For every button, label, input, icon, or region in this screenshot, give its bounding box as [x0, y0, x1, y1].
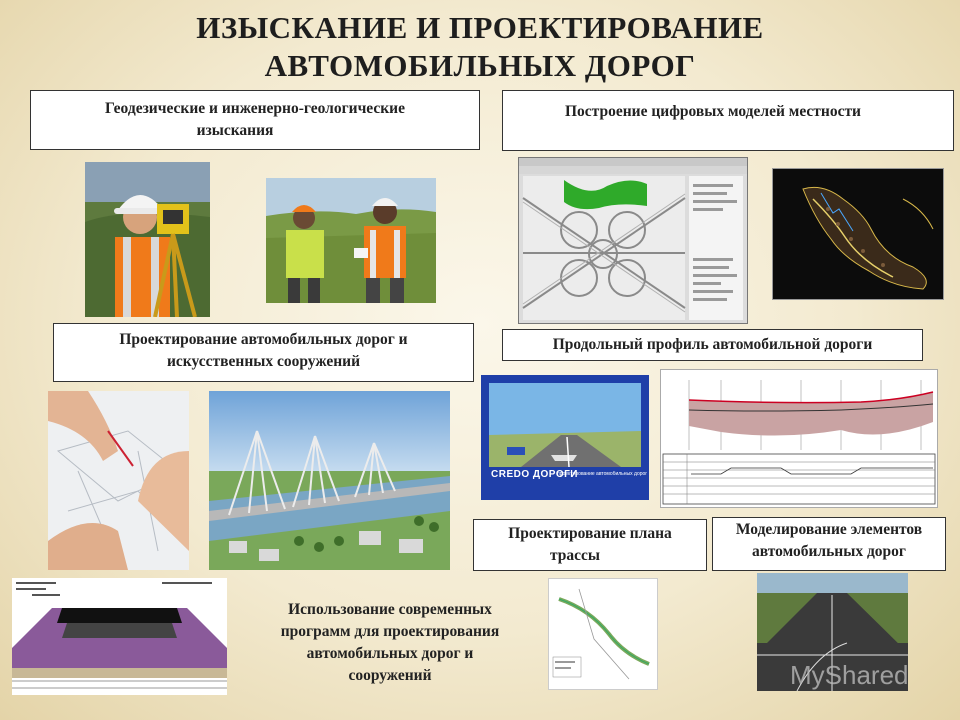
box-plan-line1: Проектирование плана — [508, 525, 672, 542]
box-route-plan — [473, 519, 707, 571]
box-plan-line2: трассы — [549, 547, 601, 564]
credo-label: CREDO ДОРОГИ — [491, 469, 578, 480]
caption-software-line1: Использование современных — [288, 601, 492, 618]
route-plan-drawing — [548, 578, 658, 690]
credo-subtitle: проектирование автомобильных дорог — [557, 471, 647, 477]
box-road-modelling — [712, 517, 946, 571]
caption-software — [240, 599, 540, 687]
box-road-design — [53, 323, 474, 382]
longitudinal-profile-drawing — [660, 369, 938, 508]
cad-interchange-screenshot — [518, 157, 748, 324]
box-model-line1: Моделирование элементов — [735, 521, 923, 538]
bridge-rendering — [209, 391, 450, 570]
box-dtm — [502, 90, 954, 151]
box-survey — [30, 90, 480, 150]
caption-software-line4: сооружений — [348, 667, 432, 684]
photo-field-workers — [266, 178, 436, 303]
box-design-line2: искусственных сооружений — [166, 353, 361, 370]
box-model-line2: автомобильных дорог — [752, 543, 906, 560]
dtm-terrain-screenshot — [772, 168, 944, 300]
box-dtm-text: Построение цифровых моделей местности — [564, 103, 861, 120]
box-survey-line1: Геодезические и инженерно-геологические — [104, 100, 405, 117]
road-cross-section-drawing — [12, 578, 227, 695]
box-design-line1: Проектирование автомобильных дорог и — [119, 331, 408, 348]
slide-title-line2: АВТОМОБИЛЬНЫХ ДОРОГ — [264, 48, 696, 83]
box-survey-line2: изыскания — [196, 122, 274, 139]
photo-surveyor — [85, 162, 210, 317]
caption-software-line3: автомобильных дорог и — [306, 645, 474, 662]
watermark: MyShared — [790, 660, 909, 690]
caption-software-line2: программ для проектирования — [280, 623, 500, 640]
slide-title-line1: ИЗЫСКАНИЕ И ПРОЕКТИРОВАНИЕ — [196, 10, 764, 45]
credo-software-screenshot — [481, 375, 649, 500]
photo-drawing-hands — [48, 391, 189, 570]
box-profile-text: Продольный профиль автомобильной дороги — [552, 336, 873, 353]
box-longitudinal-profile — [502, 329, 923, 361]
